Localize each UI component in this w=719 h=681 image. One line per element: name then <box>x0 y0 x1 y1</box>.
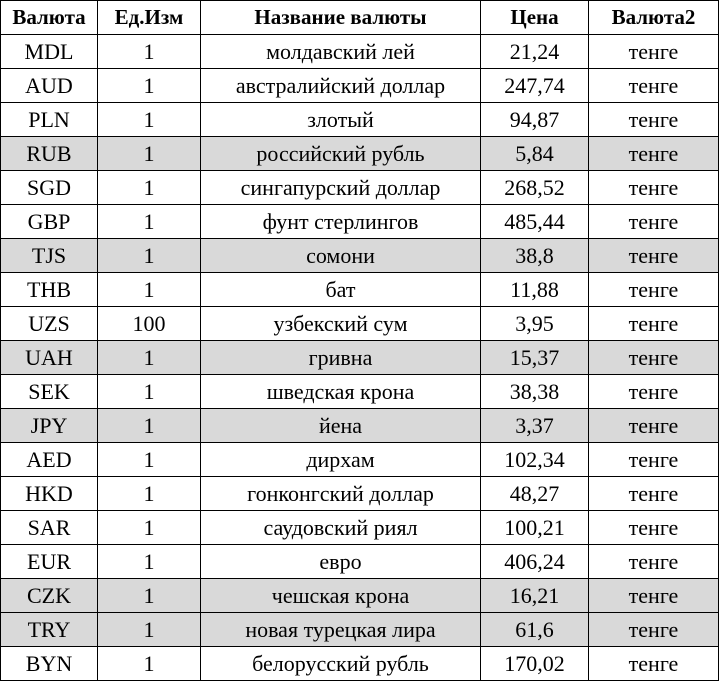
cell-price: 100,21 <box>481 511 589 545</box>
cell-unit: 1 <box>98 375 201 409</box>
cell-unit: 1 <box>98 341 201 375</box>
cell-currency-name: гонконгский доллар <box>201 477 481 511</box>
table-row <box>1 103 719 137</box>
cell-currency-name: российский рубль <box>201 137 481 171</box>
cell-currency-name: чешская крона <box>201 579 481 613</box>
cell-currency-name: сингапурский доллар <box>201 171 481 205</box>
header-unit: Ед.Изм <box>98 1 201 35</box>
table-body <box>1 35 719 681</box>
cell-currency-name: саудовский риял <box>201 511 481 545</box>
cell-unit: 1 <box>98 579 201 613</box>
cell-currency-name: сомони <box>201 239 481 273</box>
cell-currency-code: SAR <box>1 511 98 545</box>
cell-unit: 1 <box>98 35 201 69</box>
cell-unit: 100 <box>98 307 201 341</box>
cell-price: 21,24 <box>481 35 589 69</box>
table-row <box>1 545 719 579</box>
table-row <box>1 341 719 375</box>
cell-currency2: тенге <box>589 613 719 647</box>
cell-currency2: тенге <box>589 171 719 205</box>
cell-unit: 1 <box>98 647 201 681</box>
cell-unit: 1 <box>98 137 201 171</box>
cell-price: 5,84 <box>481 137 589 171</box>
cell-currency-code: HKD <box>1 477 98 511</box>
cell-currency-name: молдавский лей <box>201 35 481 69</box>
cell-currency2: тенге <box>589 375 719 409</box>
cell-currency2: тенге <box>589 409 719 443</box>
cell-currency2: тенге <box>589 137 719 171</box>
table-row <box>1 477 719 511</box>
cell-unit: 1 <box>98 103 201 137</box>
cell-unit: 1 <box>98 69 201 103</box>
cell-currency2: тенге <box>589 35 719 69</box>
cell-currency-code: BYN <box>1 647 98 681</box>
cell-currency2: тенге <box>589 205 719 239</box>
cell-currency-name: новая турецкая лира <box>201 613 481 647</box>
table-row <box>1 239 719 273</box>
cell-unit: 1 <box>98 477 201 511</box>
cell-price: 15,37 <box>481 341 589 375</box>
cell-unit: 1 <box>98 171 201 205</box>
cell-price: 16,21 <box>481 579 589 613</box>
cell-price: 3,95 <box>481 307 589 341</box>
cell-currency-code: UZS <box>1 307 98 341</box>
header-currency2: Валюта2 <box>589 1 719 35</box>
cell-currency2: тенге <box>589 103 719 137</box>
table-row <box>1 613 719 647</box>
header-row <box>1 1 719 35</box>
cell-price: 38,38 <box>481 375 589 409</box>
cell-currency-code: AED <box>1 443 98 477</box>
cell-currency-name: евро <box>201 545 481 579</box>
cell-price: 247,74 <box>481 69 589 103</box>
table-row <box>1 647 719 681</box>
cell-price: 48,27 <box>481 477 589 511</box>
table-row <box>1 69 719 103</box>
table-row <box>1 409 719 443</box>
table-row <box>1 171 719 205</box>
cell-currency-name: узбекский сум <box>201 307 481 341</box>
cell-price: 38,8 <box>481 239 589 273</box>
cell-currency2: тенге <box>589 273 719 307</box>
cell-price: 102,34 <box>481 443 589 477</box>
cell-unit: 1 <box>98 545 201 579</box>
table-row <box>1 307 719 341</box>
cell-currency-name: бат <box>201 273 481 307</box>
cell-currency-name: фунт стерлингов <box>201 205 481 239</box>
header-currency: Валюта <box>1 1 98 35</box>
cell-currency2: тенге <box>589 579 719 613</box>
cell-currency-code: SEK <box>1 375 98 409</box>
table-row <box>1 443 719 477</box>
table-row <box>1 35 719 69</box>
cell-price: 94,87 <box>481 103 589 137</box>
header-price: Цена <box>481 1 589 35</box>
cell-price: 485,44 <box>481 205 589 239</box>
cell-currency-name: дирхам <box>201 443 481 477</box>
cell-currency-code: SGD <box>1 171 98 205</box>
cell-price: 61,6 <box>481 613 589 647</box>
cell-currency2: тенге <box>589 239 719 273</box>
cell-currency2: тенге <box>589 511 719 545</box>
header-currency-name: Название валюты <box>201 1 481 35</box>
table-row <box>1 205 719 239</box>
cell-currency-code: UAH <box>1 341 98 375</box>
cell-unit: 1 <box>98 511 201 545</box>
cell-currency-code: THB <box>1 273 98 307</box>
cell-currency-name: шведская крона <box>201 375 481 409</box>
cell-currency-name: злотый <box>201 103 481 137</box>
cell-unit: 1 <box>98 273 201 307</box>
cell-currency-code: CZK <box>1 579 98 613</box>
cell-unit: 1 <box>98 205 201 239</box>
cell-currency2: тенге <box>589 647 719 681</box>
table-row <box>1 273 719 307</box>
cell-currency-name: белорусский рубль <box>201 647 481 681</box>
table-row <box>1 579 719 613</box>
cell-currency2: тенге <box>589 477 719 511</box>
cell-price: 406,24 <box>481 545 589 579</box>
cell-unit: 1 <box>98 409 201 443</box>
table-row <box>1 137 719 171</box>
cell-currency2: тенге <box>589 307 719 341</box>
cell-unit: 1 <box>98 239 201 273</box>
cell-currency-code: PLN <box>1 103 98 137</box>
cell-currency-code: RUB <box>1 137 98 171</box>
cell-currency2: тенге <box>589 545 719 579</box>
cell-currency-code: AUD <box>1 69 98 103</box>
cell-currency2: тенге <box>589 69 719 103</box>
cell-currency2: тенге <box>589 341 719 375</box>
table-row <box>1 511 719 545</box>
cell-currency-code: EUR <box>1 545 98 579</box>
cell-unit: 1 <box>98 443 201 477</box>
cell-currency-name: гривна <box>201 341 481 375</box>
cell-price: 3,37 <box>481 409 589 443</box>
cell-currency-code: MDL <box>1 35 98 69</box>
cell-currency-name: йена <box>201 409 481 443</box>
cell-currency-code: GBP <box>1 205 98 239</box>
cell-price: 11,88 <box>481 273 589 307</box>
cell-price: 170,02 <box>481 647 589 681</box>
cell-currency-name: австралийский доллар <box>201 69 481 103</box>
cell-currency-code: TRY <box>1 613 98 647</box>
cell-currency-code: JPY <box>1 409 98 443</box>
cell-price: 268,52 <box>481 171 589 205</box>
table-row <box>1 375 719 409</box>
cell-currency2: тенге <box>589 443 719 477</box>
cell-unit: 1 <box>98 613 201 647</box>
cell-currency-code: TJS <box>1 239 98 273</box>
